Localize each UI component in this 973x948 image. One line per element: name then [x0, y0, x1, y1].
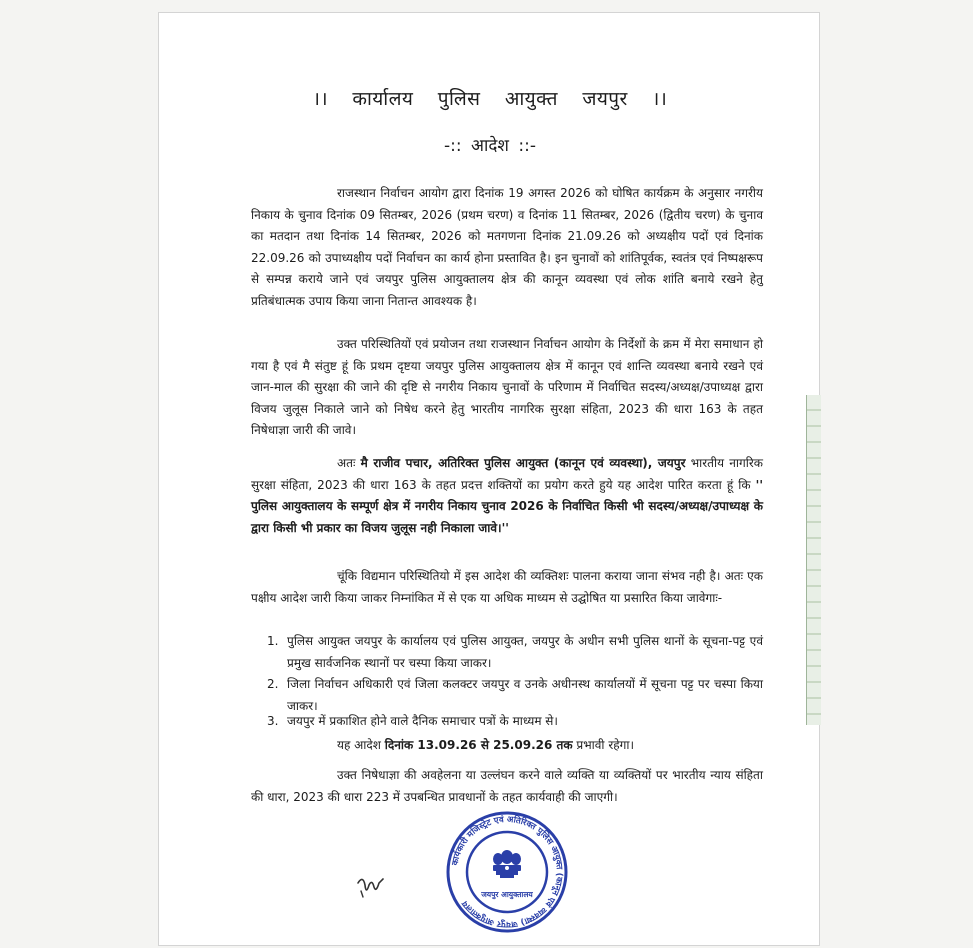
list-item: जयपुर में प्रकाशित होने वाले दैनिक समाचार पत्रों के माध्यम से। [287, 714, 558, 728]
seal-ring-text: कार्यकारी मजिस्ट्रेट एवं अतिरिक्त पुलिस आयुक्त (कानून एवं व्यवस्था) जयपुर आयुक्तालय [450, 814, 565, 930]
seal-center-text: जयपुर आयुक्तालय [481, 890, 533, 899]
official-seal [443, 811, 571, 933]
validity-lead: यह आदेश [337, 738, 381, 752]
officer-name: मै राजीव पचार, अतिरिक्त पुलिस आयुक्त (कानून एवं व्यवस्था), जयपुर [360, 456, 686, 470]
office-title: ।। कार्यालय पुलिस आयुक्त जयपुर ।। [312, 88, 668, 110]
paragraph-election-schedule: राजस्थान निर्वाचन आयोग द्वारा दिनांक 19 अगस्त 2026 को घोषित कार्यक्रम के अनुसार नगरीय निकाय के चुनाव दिनांक 09 सितम्बर, 2026 (प्रथम चरण) व दिनांक 11 सितम्बर, 2026 (द्वितीय चरण) के चुनाव का मतदान तथा दिनांक 14 सितम्बर, 2026 को मतगणना दिनांक 21.09.26 को अध्यक्षीय पदों एवं दिनांक 22.09.26 को उपाध्यक्षीय पदों निर्वाचन का कार्य होना प्रस्तावित है। इन चुनावों को शांतिपूर्वक, स्वतंत्र एवं निष्पक्षरूप से सम्पन्न कराये जाने एवं जयपुर पुलिस आयुक्तालय क्षेत्र की कानून व्यवस्था एवं लोक शांति बनाये रखने हेतु प्रतिबंधात्मक उपाय किया जाना नितान्त आवश्यक है। [251, 186, 763, 308]
order-authority: भारतीय नागरिक सुरक्षा संहिता, 2023 की धारा 163 के तहत प्रदत्त शक्तियों का प्रयोग करते हुये यह आदेश पारित करता हूं कि [251, 456, 763, 492]
document-page [158, 12, 820, 946]
handwritten-initials [355, 873, 387, 901]
list-item-number: 2. [267, 677, 279, 691]
order-lead: अतः [337, 456, 356, 470]
list-item: जिला निर्वाचन अधिकारी एवं जिला कलक्टर जयपुर व उनके अधीनस्थ कार्यालयों में सूचना पट्ट पर चस्पा किया जाकर। [287, 677, 763, 713]
validity-line [337, 735, 634, 757]
adjacent-page-edge [806, 395, 821, 725]
paragraph-satisfaction: उक्त परिस्थितियों एवं प्रयोजन तथा राजस्थान निर्वाचन आयोग के निर्देशों के क्रम में मेरा समाधान हो गया है एवं मै संतुष्ट हूं कि प्रथम दृष्टया जयपुर पुलिस आयुक्तालय क्षेत्र में कानून एवं शान्ति व्यवस्था बनाये रखने एवं जान-माल की सुरक्षा की जाने की दृष्टि से नगरीय निकाय चुनावों के परिणाम में निर्वाचित सदस्य/अध्यक्ष/उपाध्यक्ष द्वारा विजय जुलूस निकाले जाने को निषेध करने हेतु भारतीय नागरिक सुरक्षा संहिता, 2023 की धारा 163 के तहत निषेधाज्ञा जारी की जावे। [251, 337, 763, 438]
list-item-number: 1. [267, 634, 279, 648]
order-text: '' पुलिस आयुक्तालय के सम्पूर्ण क्षेत्र में नगरीय निकाय चुनाव 2026 के निर्वाचित किसी भी सदस्य/अध्यक्ष/उपाध्यक्ष के द्वारा किसी भी प्रकार का विजय जुलूस नही निकाला जावे।'' [251, 477, 763, 535]
paragraph-publication: चूंकि विद्यमान परिस्थितियो में इस आदेश की व्यक्तिशः पालना कराया जाना संभव नही है। अतः एक पक्षीय आदेश जारी किया जाकर निम्नांकित में से एक या अधिक माध्यम से उद्घोषित या प्रसारित किया जावेगाः- [251, 569, 763, 605]
paragraph-penalty: उक्त निषेधाज्ञा की अवहेलना या उल्लंघन करने वाले व्यक्ति या व्यक्तियों पर भारतीय न्याय संहिता की धारा, 2023 की धारा 223 में उपबन्धित प्रावधानों के तहत कार्यवाही की जाएगी। [251, 768, 763, 804]
emblem-icon [493, 850, 521, 878]
paragraph-order [251, 453, 763, 539]
list-item-number: 3. [267, 714, 279, 728]
validity-dates: दिनांक 13.09.26 से 25.09.26 तक [384, 738, 573, 752]
validity-tail: प्रभावी रहेगा। [576, 738, 635, 752]
list-item: पुलिस आयुक्त जयपुर के कार्यालय एवं पुलिस आयुक्त, जयपुर के अधीन सभी पुलिस थानों के सूचना-पट्ट एवं प्रमुख सार्वजनिक स्थानों पर चस्पा किया जाकर। [287, 634, 763, 670]
order-heading: -:: आदेश ::- [444, 136, 536, 156]
